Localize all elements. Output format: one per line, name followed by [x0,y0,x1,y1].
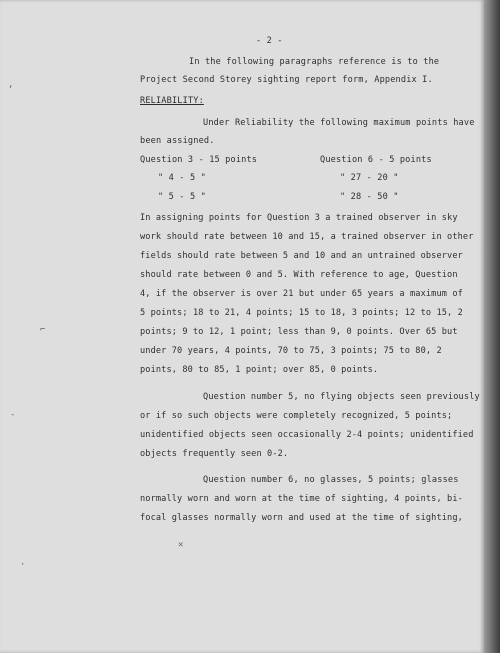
para2-line-2: or if so such objects were completely recognized, 5 points; [140,411,453,421]
para1-line-1: In assigning points for Question 3 a trained observer in sky [140,213,458,223]
table-left-row-2: " 4 - 5 " [158,173,206,183]
scan-speck: · [20,560,26,570]
intro-line-2: Project Second Storey sighting report form, Appendix I. [140,75,433,85]
para2-line-4: objects frequently seen 0-2. [140,449,289,459]
para1-line-9: points, 80 to 85, 1 point; over 85, 0 points. [140,365,379,375]
para1-line-5: 4, if the observer is over 21 but under 65 years a maximum of [140,289,463,299]
intro-line-1: In the following paragraphs reference is to the [189,57,440,67]
table-right-row-2: " 27 - 20 " [340,173,399,183]
table-left-row-3: " 5 - 5 " [158,192,206,202]
para3-line-1: Question number 6, no glasses, 5 points; glasses [203,475,459,485]
para1-line-8: under 70 years, 4 points, 70 to 75, 3 points; 75 to 80, 2 [140,346,442,356]
table-left-row-1: Question 3 - 15 points [140,155,258,165]
under-line-1: Under Reliability the following maximum points have [203,118,475,128]
table-right-row-3: " 28 - 50 " [340,192,399,202]
section-heading: RELIABILITY: [140,96,204,106]
page-edge-shadow [484,0,500,653]
scan-speck: ⌐ [40,325,46,335]
para1-line-4: should rate between 0 and 5. With reference to age, Question [140,270,458,280]
para1-line-2: work should rate between 10 and 15, a trained observer in other [140,232,474,242]
para2-line-3: unidentified objects seen occasionally 2-4 points; unidentified [140,430,474,440]
para1-line-3: fields should rate between 5 and 10 and an untrained observer [140,251,463,261]
page-number: - 2 - [256,36,283,46]
under-line-2: been assigned. [140,136,215,146]
para1-line-6: 5 points; 18 to 21, 4 points; 15 to 18, 3 points; 12 to 15, 2 [140,308,463,318]
para2-line-1: Question number 5, no flying objects seen previously [203,392,480,402]
para3-line-3: focal glasses normally worn and used at the time of sighting, [140,513,463,523]
scan-speck: - [10,410,16,420]
table-right-row-1: Question 6 - 5 points [320,155,432,165]
scan-speck: ✕ [178,540,184,550]
para3-line-2: normally worn and worn at the time of sighting, 4 points, bi- [140,494,463,504]
para1-line-7: points; 9 to 12, 1 point; less than 9, 0 points. Over 65 but [140,327,458,337]
scan-speck: , [8,80,14,90]
